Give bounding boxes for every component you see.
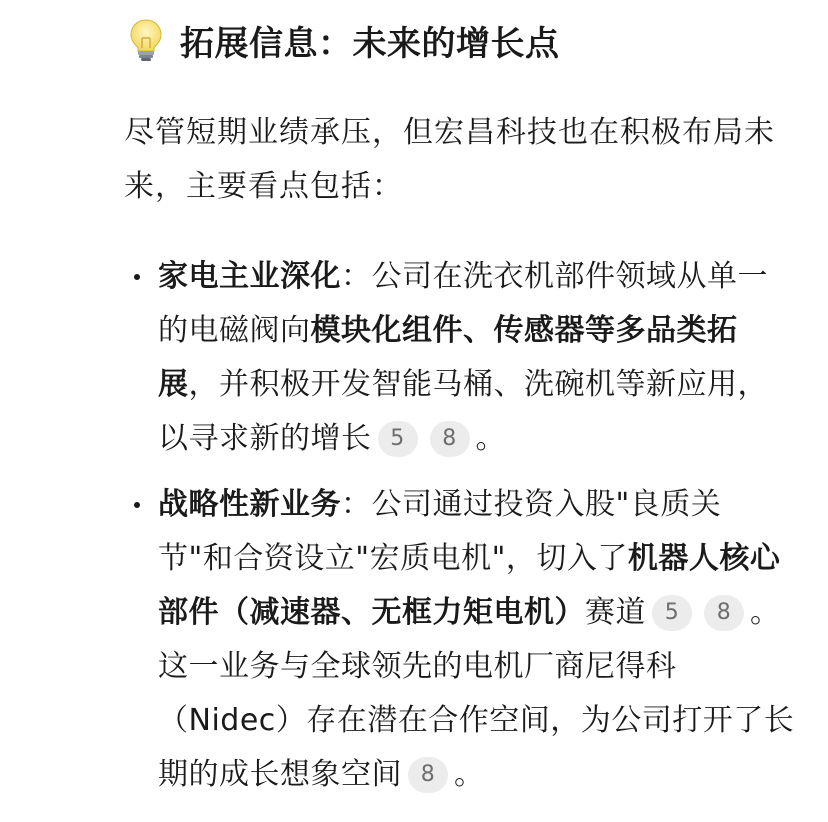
item-title: 家电主业深化 (158, 259, 341, 294)
item-text: 公司通过投资入股"良质关节"和合资设立"宏质电机"，切入了 (158, 487, 722, 576)
section-heading (128, 14, 560, 66)
bullet-dot (134, 502, 140, 508)
item-text: 。这一业务与全球领先的电机厂商尼得科（Nidec）存在潜在合作空间，为公司打开了长期的成长想象空间 (158, 595, 795, 792)
item-text: 。 (475, 421, 506, 456)
citation-badge[interactable]: 5 (652, 595, 692, 631)
bullet-list (126, 250, 796, 814)
citation-badge[interactable]: 5 (378, 421, 418, 457)
item-bold-text: 模块化组件、传感器等多品类拓展 (158, 313, 738, 402)
citation-badge[interactable]: 8 (430, 421, 470, 457)
citation-badge[interactable]: 8 (704, 595, 744, 631)
bullet-dot (134, 274, 140, 280)
item-text: 赛道 (585, 595, 646, 630)
citation-badge[interactable]: 8 (408, 757, 448, 793)
list-item (126, 250, 796, 466)
intro-paragraph: 尽管短期业绩承压，但宏昌科技也在积极布局未来，主要看点包括： (124, 115, 775, 204)
list-item (126, 478, 796, 802)
heading-text: 拓展信息：未来的增长点 (180, 23, 560, 64)
item-text: 。 (454, 757, 485, 792)
item-separator: ： (341, 259, 372, 294)
item-title: 战略性新业务 (158, 487, 341, 522)
item-bold-text: 机器人核心部件（减速器、无框力矩电机） (158, 541, 781, 630)
lightbulb-icon (128, 18, 164, 62)
item-text: ，并积极开发智能马桶、洗碗机等新应用，以寻求新的增长 (158, 367, 768, 456)
item-separator: ： (341, 487, 372, 522)
item-text: 公司在洗衣机部件领域从单一的电磁阀向 (158, 259, 768, 348)
